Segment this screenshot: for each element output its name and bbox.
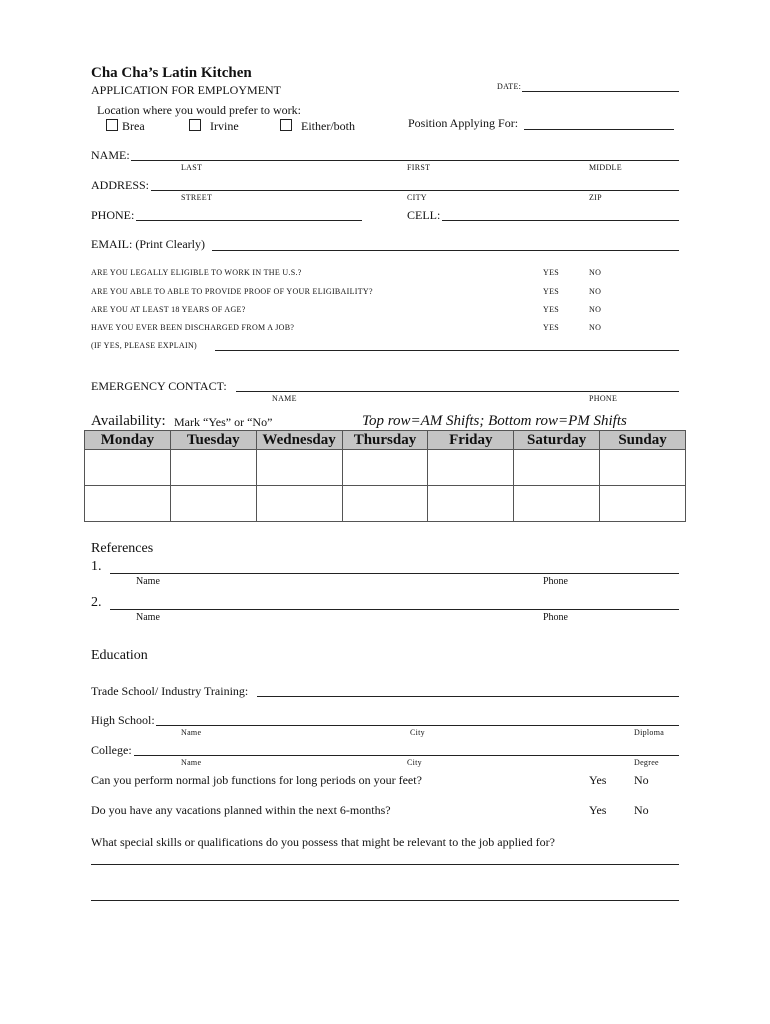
day-header-tuesday: Tuesday [170, 431, 256, 450]
availability-cell[interactable] [256, 486, 342, 522]
checkbox-icon[interactable] [280, 119, 292, 131]
availability-cell[interactable] [514, 450, 600, 486]
reference-number: 1. [91, 559, 102, 574]
hs-sub-diploma: Diploma [634, 728, 665, 737]
col-sub-degree: Degree [634, 758, 659, 767]
location-option-label: Brea [122, 119, 145, 133]
address-sub-street: STREET [181, 193, 213, 202]
hs-sub-city: City [410, 728, 425, 737]
emergency-sub-phone: PHONE [589, 394, 618, 403]
college-field[interactable] [134, 755, 679, 756]
checkbox-icon[interactable] [106, 119, 118, 131]
education-heading: Education [91, 648, 148, 663]
question-yes[interactable]: Yes [589, 773, 607, 787]
reference-1-field[interactable] [110, 573, 679, 574]
availability-cell[interactable] [428, 486, 514, 522]
availability-cell[interactable] [514, 486, 600, 522]
availability-cell[interactable] [256, 450, 342, 486]
reference-1-sub-phone: Phone [543, 576, 568, 587]
name-sub-last: LAST [181, 163, 203, 172]
availability-cell[interactable] [170, 450, 256, 486]
reference-2-sub-name: Name [136, 612, 160, 623]
col-sub-name: Name [181, 758, 202, 767]
availability-cell[interactable] [342, 450, 428, 486]
location-prompt: Location where you would prefer to work: [97, 103, 301, 117]
location-option-label: Irvine [210, 119, 239, 133]
question-discharged: HAVE YOU EVER BEEN DISCHARGED FROM A JOB? [91, 323, 295, 332]
emergency-label: EMERGENCY CONTACT: [91, 379, 227, 393]
position-field[interactable] [524, 129, 674, 130]
date-label: DATE: [497, 82, 522, 91]
availability-label: Availability: [91, 413, 166, 429]
reference-number: 2. [91, 595, 102, 610]
address-label: ADDRESS: [91, 178, 150, 192]
name-sub-first: FIRST [407, 163, 431, 172]
availability-cell[interactable] [170, 486, 256, 522]
reference-2-field[interactable] [110, 609, 679, 610]
checkbox-icon[interactable] [189, 119, 201, 131]
question-no[interactable]: NO [589, 287, 602, 296]
question-no[interactable]: NO [589, 323, 602, 332]
question-yes[interactable]: Yes [589, 803, 607, 817]
address-sub-zip: ZIP [589, 193, 602, 202]
question-age: ARE YOU AT LEAST 18 YEARS OF AGE? [91, 305, 246, 314]
email-field[interactable] [212, 250, 679, 251]
location-option-irvine[interactable] [189, 119, 239, 134]
question-eligible: ARE YOU LEGALLY ELIGIBLE TO WORK IN THE U.S.? [91, 268, 302, 277]
availability-pm-row [85, 486, 686, 522]
emergency-field[interactable] [236, 391, 679, 392]
day-header-wednesday: Wednesday [256, 431, 342, 450]
question-yes[interactable]: YES [543, 287, 560, 296]
skills-field-line-1[interactable] [91, 864, 679, 865]
high-school-label: High School: [91, 713, 155, 727]
references-heading: References [91, 541, 154, 556]
availability-cell[interactable] [85, 486, 171, 522]
date-field[interactable] [522, 91, 679, 92]
business-name: Cha Cha’s Latin Kitchen [91, 65, 252, 81]
question-yes[interactable]: YES [543, 268, 560, 277]
question-yes[interactable]: YES [543, 323, 560, 332]
phone-field[interactable] [136, 220, 362, 221]
reference-2-sub-phone: Phone [543, 612, 568, 623]
question-vacations: Do you have any vacations planned within the next 6-months? [91, 803, 391, 817]
hs-sub-name: Name [181, 728, 202, 737]
day-header-monday: Monday [85, 431, 171, 450]
skills-field-line-2[interactable] [91, 900, 679, 901]
availability-table [84, 430, 686, 522]
availability-cell[interactable] [342, 486, 428, 522]
col-sub-city: City [407, 758, 422, 767]
name-field[interactable] [131, 160, 679, 161]
question-proof: ARE YOU ABLE TO ABLE TO PROVIDE PROOF OF YOUR ELIGIBAILITY? [91, 287, 373, 296]
cell-label: CELL: [407, 208, 441, 222]
day-header-saturday: Saturday [514, 431, 600, 450]
name-label: NAME: [91, 148, 130, 162]
college-label: College: [91, 743, 132, 757]
question-no[interactable]: No [634, 803, 649, 817]
skills-question: What special skills or qualifications do you possess that might be relevant to the job applied for? [91, 835, 555, 849]
location-option-either[interactable] [280, 119, 355, 134]
question-no[interactable]: NO [589, 305, 602, 314]
availability-cell[interactable] [428, 450, 514, 486]
address-field[interactable] [151, 190, 679, 191]
high-school-field[interactable] [156, 725, 679, 726]
availability-instruction: Mark “Yes” or “No” [174, 415, 273, 429]
question-feet: Can you perform normal job functions for long periods on your feet? [91, 773, 422, 787]
availability-cell[interactable] [600, 486, 686, 522]
day-header-sunday: Sunday [600, 431, 686, 450]
cell-field[interactable] [442, 220, 679, 221]
phone-label: PHONE: [91, 208, 135, 222]
explain-field[interactable] [215, 350, 679, 351]
email-label: EMAIL: (Print Clearly) [91, 237, 205, 251]
day-header-friday: Friday [428, 431, 514, 450]
question-yes[interactable]: YES [543, 305, 560, 314]
reference-1-sub-name: Name [136, 576, 160, 587]
address-sub-city: CITY [407, 193, 427, 202]
emergency-sub-name: NAME [272, 394, 297, 403]
location-option-brea[interactable] [106, 119, 145, 134]
availability-am-row [85, 450, 686, 486]
position-label: Position Applying For: [408, 116, 519, 130]
explain-label: (IF YES, PLEASE EXPLAIN) [91, 341, 198, 350]
location-option-label: Either/both [301, 119, 355, 133]
availability-cell[interactable] [600, 450, 686, 486]
question-no[interactable]: NO [589, 268, 602, 277]
availability-cell[interactable] [85, 450, 171, 486]
question-no[interactable]: No [634, 773, 649, 787]
day-header-thursday: Thursday [342, 431, 428, 450]
name-sub-middle: MIDDLE [589, 163, 622, 172]
availability-header-row [85, 431, 686, 450]
trade-field[interactable] [257, 696, 679, 697]
form-title: APPLICATION FOR EMPLOYMENT [91, 83, 282, 97]
trade-label: Trade School/ Industry Training: [91, 684, 249, 698]
availability-note: Top row=AM Shifts; Bottom row=PM Shifts [362, 413, 627, 429]
